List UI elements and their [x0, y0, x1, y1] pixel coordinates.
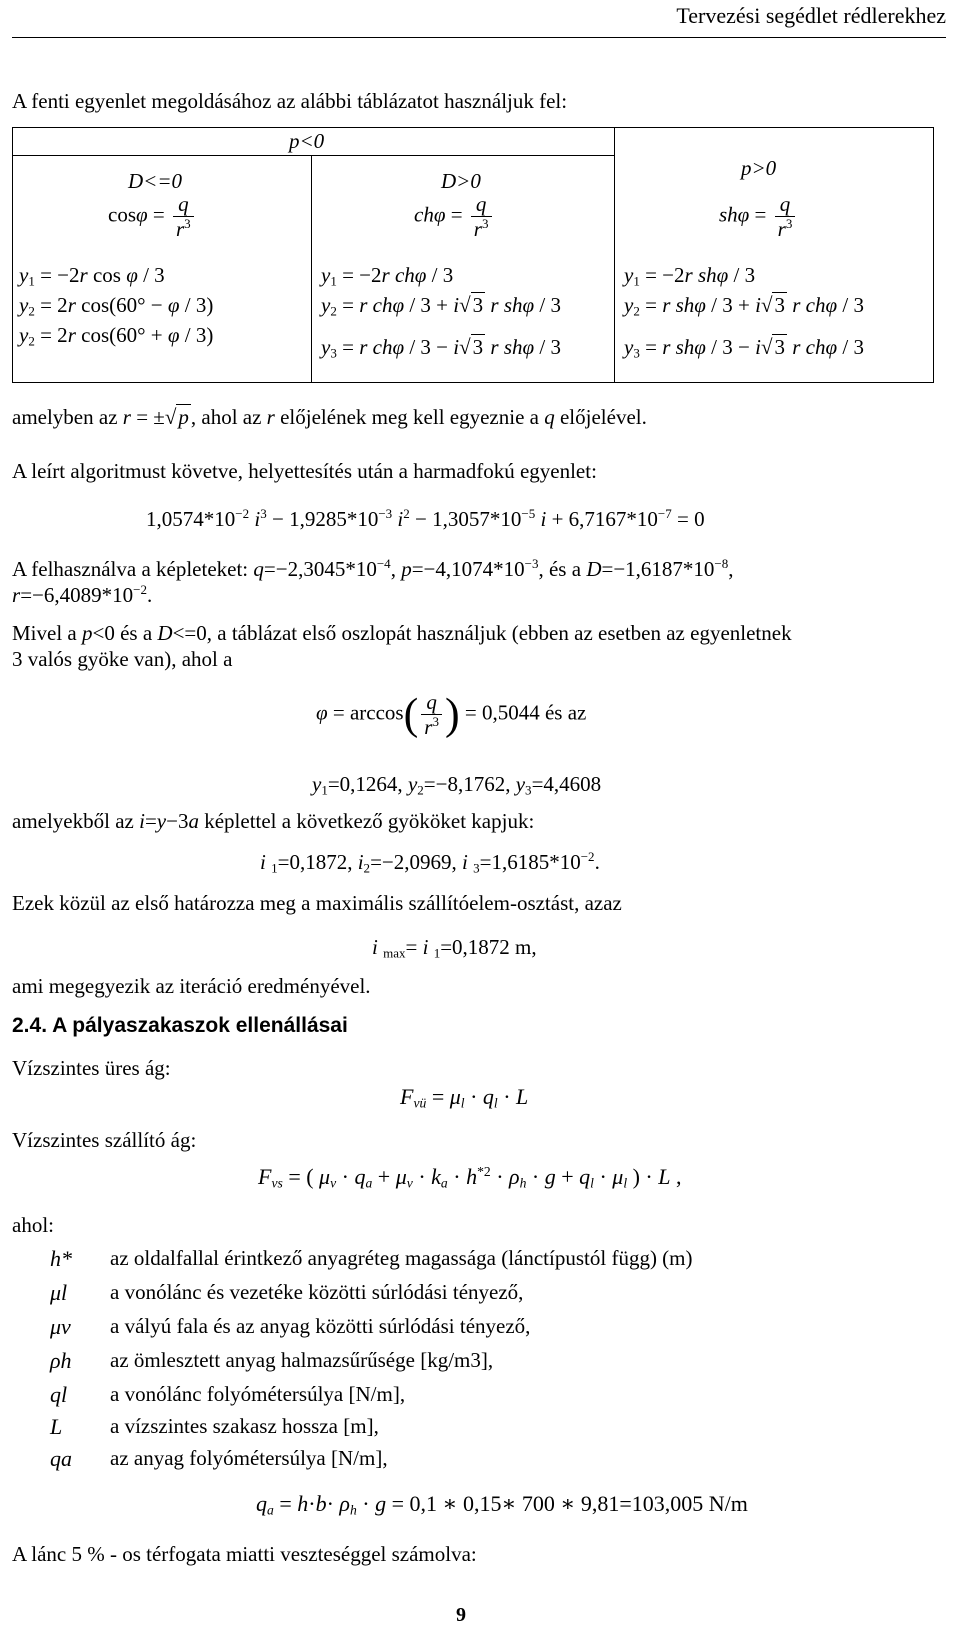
header-rule	[12, 37, 946, 38]
section-title: 2.4. A pályaszakaszok ellenállásai	[12, 1014, 348, 1037]
def-text-L: a vízszintes szakasz hossza [m],	[110, 1414, 379, 1438]
equation-table	[12, 127, 934, 383]
header-d-le0: D<=0	[128, 169, 183, 193]
def-text-mul: a vonólánc és vezetéke közötti súrlódási tényező,	[110, 1280, 524, 1304]
ezek-text: Ezek közül az első határozza meg a maximális szállítóelem-osztást, azaz	[12, 891, 622, 915]
intro-text: A fenti egyenlet megoldásához az alábbi táblázatot használjuk fel:	[12, 89, 568, 113]
ch-phi-formula: chφ = $\frac{q}{r^3}$	[414, 192, 495, 241]
def-symbol-ql: ql	[50, 1382, 68, 1407]
header-d-gt0: D>0	[441, 169, 481, 193]
cubic-equation: $1,0574*10^{-2}$ $i^3 - 1,9285*10^{-3}$ $i^2 - 1,3057*10^{-5}$ $i + 6,7167*10^{-7} = 0$	[146, 506, 705, 531]
ahol-label: ahol:	[12, 1213, 54, 1237]
def-text-qa: az anyag folyómétersúlya [N/m],	[110, 1446, 388, 1470]
col1-y2: $y_2 = 2r$ cos(60° − φ / 3)	[19, 293, 214, 319]
def-text-hstar: az oldalfallal érintkező anyagréteg magassága (lánctípustól függ) (m)	[110, 1246, 693, 1270]
mivel-line-1: Mivel a p<0 és a D<=0, a táblázat első oszlopát használjuk (ebben az esetben az egyenletnek	[12, 621, 792, 645]
fvu-formula: $F_{vü} = \mu_l \cdot q_l \cdot L$	[400, 1084, 529, 1111]
def-symbol-mul: μl	[50, 1280, 68, 1305]
vizszintes-szallito-label: Vízszintes szállító ág:	[12, 1128, 197, 1152]
def-text-ql: a vonólánc folyómétersúlya [N/m],	[110, 1382, 406, 1406]
col2-y2: $y_2 = r$ chφ / 3 + i√3 r shφ / 3	[321, 293, 561, 319]
def-text-muv: a vályú fala és az anyag közötti súrlódási tényező,	[110, 1314, 531, 1338]
sh-phi-formula: shφ = $\frac{q}{r^3}$	[719, 192, 798, 241]
values-line-1: A felhasználva a képleteket: $q=-2,3045*10^{-4}$, $p=-4,1074*10^{-3}$, és a $D=-1,6187*10^{-8}$,	[12, 556, 734, 581]
phi-formula: φ = arccos( $\frac{q}{r^3}$ ) = 0,5044 és az	[316, 689, 587, 740]
col3-y1: $y_1 = -2r$ shφ / 3	[624, 263, 756, 289]
def-symbol-L: L	[50, 1414, 63, 1439]
lanc-text: A lánc 5 % - os térfogata miatti veszteséggel számolva:	[12, 1542, 477, 1566]
col2-y1: $y_1 = -2r$ chφ / 3	[321, 263, 454, 289]
col3-y2: $y_2 = r$ shφ / 3 + i√3 r chφ / 3	[624, 293, 864, 319]
table-divider-p	[614, 128, 615, 382]
cos-phi-formula: cosφ = $\frac{q}{r^3}$	[108, 192, 197, 241]
iteracio-text: ami megegyezik az iteráció eredményével.	[12, 974, 371, 998]
table-rule	[13, 155, 614, 156]
values-line-2: $r=-6,4089*10^{-2}$.	[12, 582, 153, 607]
def-symbol-muv: μv	[50, 1314, 71, 1339]
imax-formula: i $_{max}$= i $_1$=0,1872 m,	[372, 935, 537, 961]
header-p-neg: p<0	[289, 129, 325, 153]
vizszintes-ures-label: Vízszintes üres ág:	[12, 1056, 171, 1080]
header-title: Tervezési segédlet rédlerekhez	[676, 3, 946, 28]
y-roots: $y_1=0,1264$, $y_2=-8,1762$, $y_3=4,4608$	[312, 772, 602, 798]
col2-y3: $y_3 = r$ chφ / 3 − i√3 r shφ / 3	[321, 335, 561, 361]
amelyekbol-text: amelyekből az i=y−3a képlettel a következő gyököket kapjuk:	[12, 809, 535, 833]
table-divider-d	[311, 155, 312, 382]
def-symbol-hstar: h*	[50, 1246, 72, 1271]
col3-y3: $y_3 = r$ shφ / 3 − i√3 r chφ / 3	[624, 335, 864, 361]
header-p-pos: p>0	[741, 156, 777, 180]
page-number: 9	[456, 1604, 466, 1626]
col1-y3: $y_2 = 2r$ cos(60° + φ / 3)	[19, 323, 214, 349]
fvs-formula: $F_{vs}$ = ( $\mu_v \cdot q_a + \mu_v \cdot k_a \cdot h^{*2} \cdot \rho_h \cdot g + q_l \cdot \mu_l$ ) · L ,	[258, 1163, 682, 1191]
algorithm-text: A leírt algoritmust követve, helyettesítés után a harmadfokú egyenlet:	[12, 459, 597, 483]
mivel-line-2: 3 valós gyöke van), ahol a	[12, 647, 233, 671]
i-roots: i $_1$=0,1872, $i_2=-2,0969$, i $_3=1,6185*10^{-2}$.	[260, 849, 600, 876]
col1-y1: $y_1 = -2r$ cos φ / 3	[19, 263, 165, 289]
qa-formula: $q_a = h\cdot b\cdot \rho_h \cdot g = 0,1$ ∗ 0,15∗ 700 ∗ 9,81=103,005 N/m	[256, 1491, 748, 1518]
def-symbol-qa: qa	[50, 1446, 72, 1471]
def-symbol-rhoh: ρh	[50, 1348, 72, 1373]
after-table-text: amelyben az r = ±√p, ahol az r előjelének meg kell egyeznie a q előjelével.	[12, 405, 647, 429]
def-text-rhoh: az ömlesztett anyag halmazsűrűsége [kg/m3],	[110, 1348, 494, 1372]
